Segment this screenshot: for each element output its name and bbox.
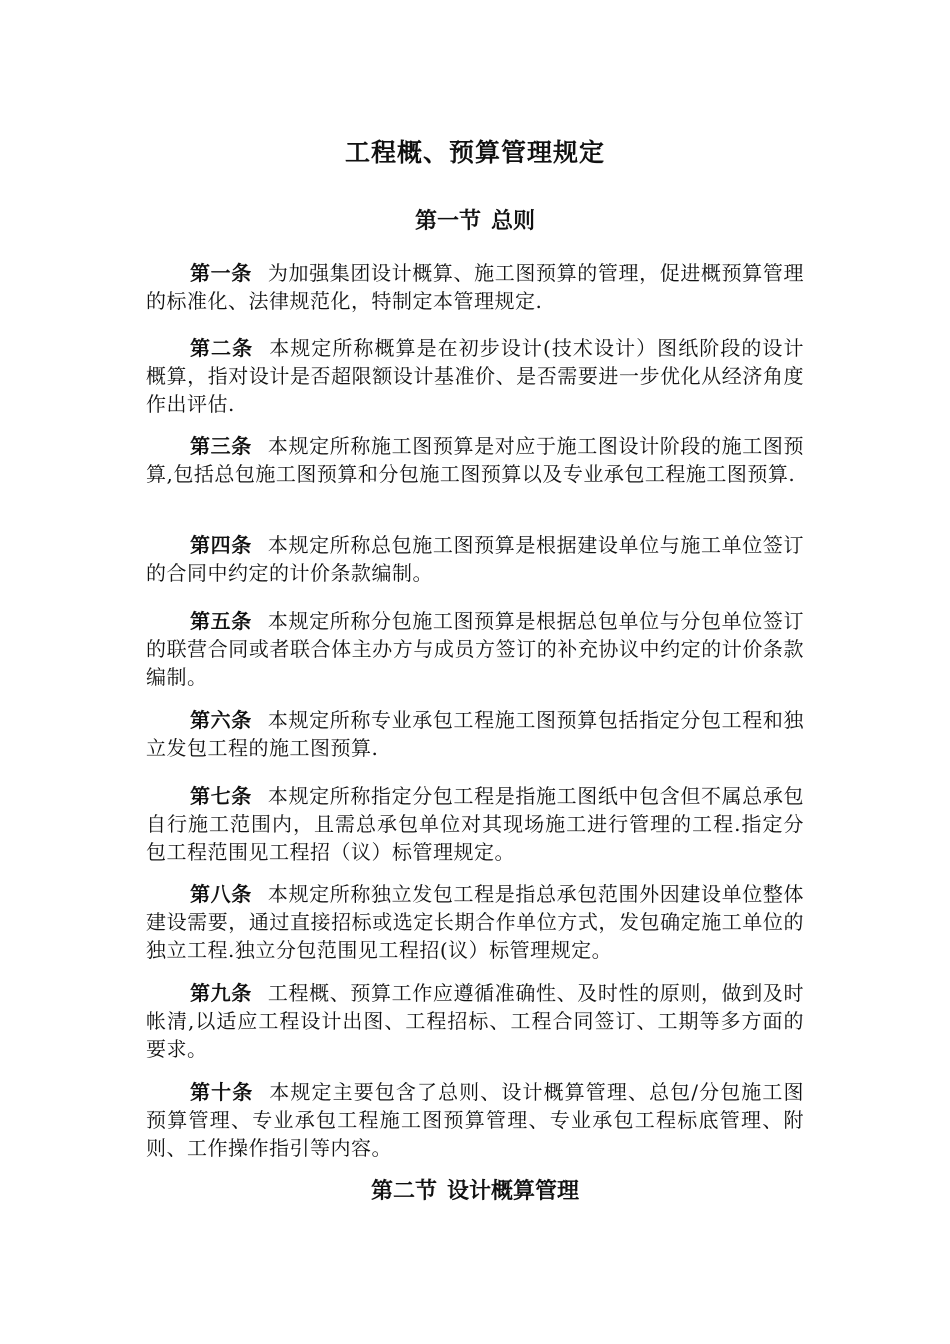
article-number: 第十条	[190, 1080, 254, 1104]
article-text: 本规定所称专业承包工程施工图预算包括指定分包工程和独立发包工程的施工图预算.	[146, 708, 804, 760]
article-7	[146, 782, 804, 866]
article-text: 为加强集团设计概算、施工图预算的管理，促进概预算管理的标准化、法律规范化，特制定本管理规定.	[146, 261, 804, 313]
article-number: 第九条	[190, 981, 252, 1005]
section-name: 设计概算管理	[447, 1178, 580, 1204]
article-text: 本规定所称施工图预算是对应于施工图设计阶段的施工图预算,包括总包施工图预算和分包施工图预算以及专业承包工程施工图预算.	[146, 434, 804, 486]
article-8	[146, 880, 804, 964]
document-title: 工程概、预算管理规定	[344, 138, 605, 167]
section-number: 第二节	[370, 1178, 437, 1204]
article-number: 第七条	[190, 784, 252, 808]
article-text: 本规定所称指定分包工程是指施工图纸中包含但不属总承包自行施工范围内，且需总承包单位对其现场施工进行管理的工程.指定分包工程范围见工程招（议）标管理规定。	[146, 784, 804, 864]
article-number: 第三条	[190, 434, 252, 458]
article-10	[146, 1078, 804, 1162]
article-9	[146, 979, 804, 1063]
article-3	[146, 432, 804, 488]
article-4	[146, 531, 804, 587]
article-text: 本规定所称分包施工图预算是根据总包单位与分包单位签订的联营合同或者联合体主办方与成员方签订的补充协议中约定的计价条款编制。	[146, 609, 804, 689]
article-number: 第六条	[190, 708, 252, 732]
section-heading-general	[0, 204, 950, 235]
article-number: 第四条	[190, 533, 252, 557]
article-number: 第一条	[190, 261, 252, 285]
section-name: 总则	[491, 208, 536, 234]
section-number: 第一节	[414, 208, 481, 234]
article-text: 本规定所称概算是在初步设计(技术设计）图纸阶段的设计概算，指对设计是否超限额设计基准价、是否需要进一步优化从经济角度作出评估.	[146, 336, 804, 416]
article-number: 第二条	[190, 336, 254, 360]
article-text: 工程概、预算工作应遵循准确性、及时性的原则，做到及时帐清,以适应工程设计出图、工程招标、工程合同签订、工期等多方面的要求。	[146, 981, 804, 1061]
article-1	[146, 259, 804, 315]
article-text: 本规定主要包含了总则、设计概算管理、总包/分包施工图预算管理、专业承包工程施工图预算管理、专业承包工程标底管理、附则、工作操作指引等内容。	[146, 1080, 804, 1160]
article-text: 本规定所称独立发包工程是指总承包范围外因建设单位整体建设需要，通过直接招标或选定长期合作单位方式，发包确定施工单位的独立工程.独立分包范围见工程招(议）标管理规定。	[146, 882, 804, 962]
article-text: 本规定所称总包施工图预算是根据建设单位与施工单位签订的合同中约定的计价条款编制。	[146, 533, 804, 585]
article-6	[146, 706, 804, 762]
article-2	[146, 334, 804, 418]
article-number: 第五条	[190, 609, 252, 633]
section-heading-design-estimate	[0, 1174, 950, 1205]
article-number: 第八条	[190, 882, 252, 906]
article-5	[146, 607, 804, 691]
